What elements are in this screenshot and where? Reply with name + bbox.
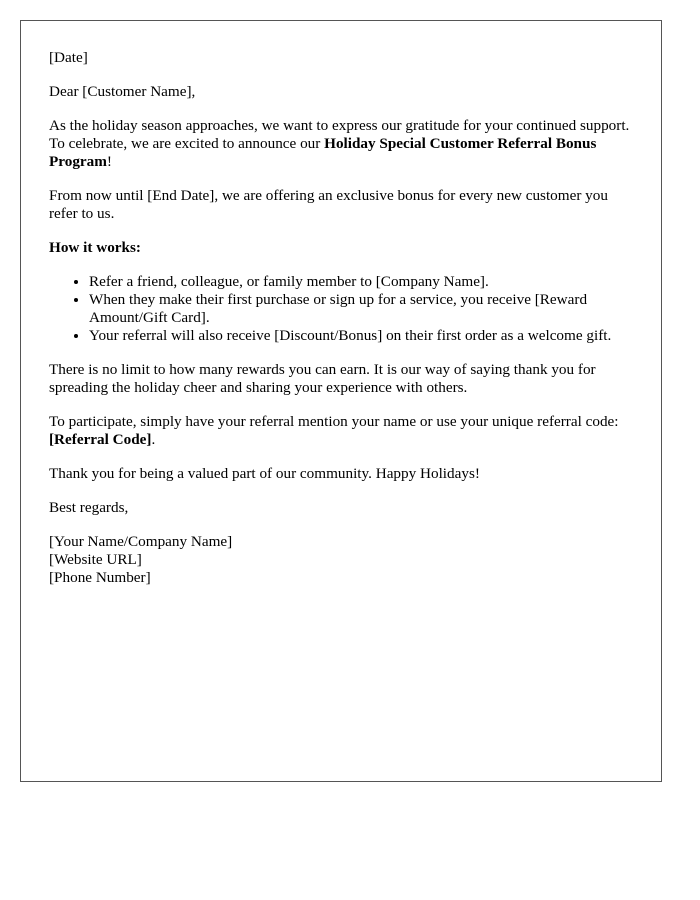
list-item: • Your referral will also receive [Discount/Bonus] on their first order as a welcome gift. bbox=[89, 327, 633, 345]
offer-paragraph: From now until [End Date], we are offering an exclusive bonus for every new customer you refer to us. bbox=[49, 187, 608, 222]
signature-phone: [Phone Number] bbox=[49, 569, 151, 586]
signature-website: [Website URL] bbox=[49, 551, 142, 568]
closing: Best regards, bbox=[49, 499, 129, 516]
letter-page bbox=[20, 20, 662, 782]
signature-name: [Your Name/Company Name] bbox=[49, 533, 233, 550]
letter-salutation: Dear [Customer Name], bbox=[49, 83, 196, 100]
participate-punctuation: . bbox=[151, 431, 156, 448]
signature-block bbox=[49, 533, 633, 587]
intro-text: As the holiday season approaches, we want to express our gratitude for your continued support. To celebrate, we are excited to announce our bbox=[49, 117, 630, 152]
referral-code: [Referral Code] bbox=[49, 431, 152, 448]
participate-paragraph bbox=[49, 413, 633, 449]
letter-date: [Date] bbox=[49, 49, 88, 66]
thanks-paragraph: Thank you for being a valued part of our community. Happy Holidays! bbox=[49, 465, 480, 482]
how-it-works-heading-text: How it works: bbox=[49, 239, 141, 256]
program-name: Holiday Special Customer Referral Bonus Program bbox=[49, 135, 597, 170]
steps-list bbox=[49, 273, 633, 345]
list-item: • When they make their first purchase or sign up for a service, you receive [Reward Amount/Gift Card]. bbox=[89, 291, 633, 327]
no-limit-paragraph: There is no limit to how many rewards you can earn. It is our way of saying thank you for spreading the holiday cheer and sharing your experience with others. bbox=[49, 361, 596, 396]
how-it-works-heading bbox=[49, 239, 633, 257]
list-item: • Refer a friend, colleague, or family member to [Company Name]. bbox=[89, 273, 633, 291]
intro-punctuation: ! bbox=[106, 153, 112, 170]
intro-paragraph bbox=[49, 117, 633, 171]
participate-text: To participate, simply have your referral mention your name or use your unique referral code: bbox=[49, 413, 619, 430]
